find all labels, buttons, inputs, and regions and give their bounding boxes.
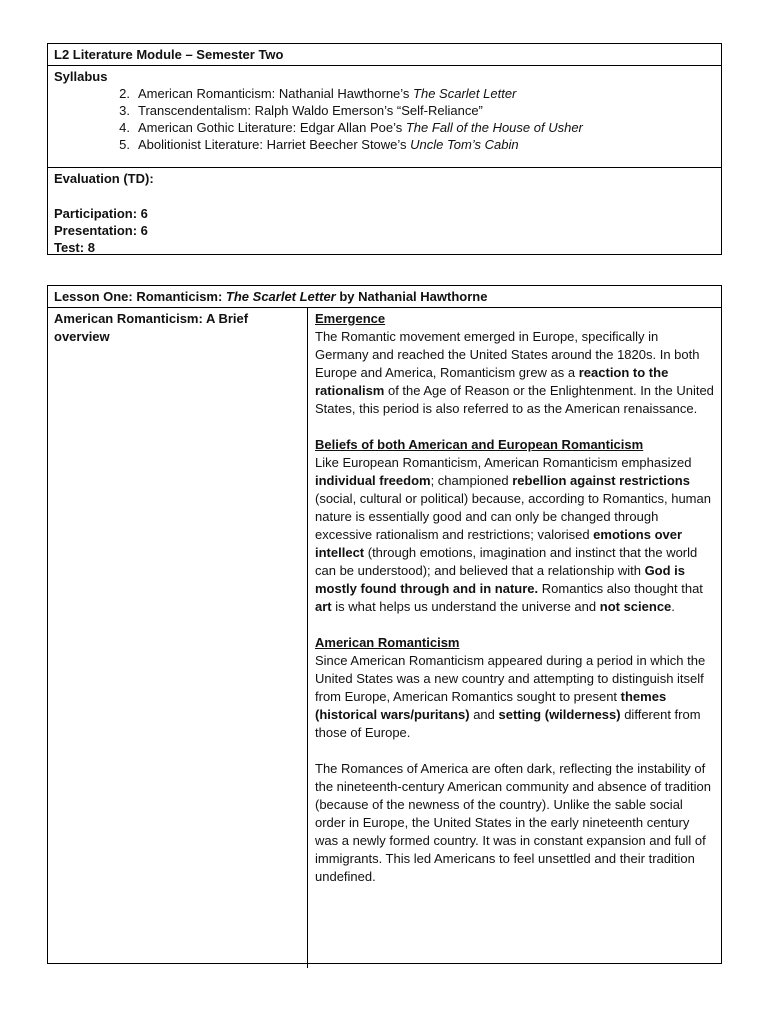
- lesson-content: [308, 308, 721, 968]
- syllabus-item: 3. Transcendentalism: Ralph Waldo Emerson’s “Self-Reliance”: [119, 103, 483, 118]
- section-heading-emergence: Emergence: [315, 311, 386, 326]
- section-heading-american: American Romanticism: [315, 635, 460, 650]
- presentation-score: Presentation: 6: [54, 223, 148, 238]
- paragraph-emergence: The Romantic movement emerged in Europe, specifically in Germany and reached the United States around the 1820s. In both Europe and America, Romanticism grew as a reaction to the rationalism of the Age of Reason or the Enlightenment. In the United States, this period is also referred to as the American renaissance.: [315, 329, 714, 416]
- syllabus-item: 4. American Gothic Literature: Edgar Allan Poe’s The Fall of the House of Usher: [119, 120, 583, 135]
- syllabus-cell: [48, 66, 721, 168]
- syllabus-item: 2. American Romanticism: Nathanial Hawthorne’s The Scarlet Letter: [119, 86, 517, 101]
- paragraph-beliefs: Like European Romanticism, American Romanticism emphasized individual freedom; championed rebellion against restrictions (social, cultural or political) because, according to Romantics, human nature is essentially good and can only be changed through excessive rationalism and restrictions; valorised emotions over intellect (through emotions, imagination and instinct that the world can be understood); and believed that a relationship with God is mostly found through and in nature. Romantics also thought that art is what helps us understand the universe and not science.: [315, 455, 711, 614]
- paragraph-american: Since American Romanticism appeared during a period in which the United States was a new country and attempting to distinguish itself from Europe, American Romantics sought to present themes (historical wars/puritans) and setting (wilderness) different from those of Europe.: [315, 653, 706, 740]
- test-score: Test: 8: [54, 240, 95, 255]
- syllabus-label: Syllabus: [54, 69, 108, 84]
- syllabus-item: 5. Abolitionist Literature: Harriet Beecher Stowe’s Uncle Tom’s Cabin: [119, 137, 519, 152]
- evaluation-label: Evaluation (TD):: [54, 171, 154, 186]
- participation-score: Participation: 6: [54, 206, 148, 221]
- lesson-table: [47, 285, 722, 964]
- paragraph-romances: The Romances of America are often dark, reflecting the instability of the nineteenth-century American community and absence of tradition (because of the newness of the country). Unlike the sable social order in Europe, the United States in the early nineteenth century was a newly formed country. It was in constant expansion and full of immigrants. This led Americans to feel unsettled and their tradition undefined.: [315, 761, 712, 884]
- lesson-title: Lesson One: Romanticism: The Scarlet Letter by Nathanial Hawthorne: [48, 286, 721, 308]
- module-header: L2 Literature Module – Semester Two: [48, 44, 721, 66]
- syllabus-table: [47, 43, 722, 255]
- section-heading-beliefs: Beliefs of both American and European Romanticism: [315, 437, 644, 452]
- evaluation-cell: [48, 168, 721, 258]
- syllabus-list: [54, 85, 715, 153]
- lesson-left-label: American Romanticism: A Brief overview: [48, 308, 308, 968]
